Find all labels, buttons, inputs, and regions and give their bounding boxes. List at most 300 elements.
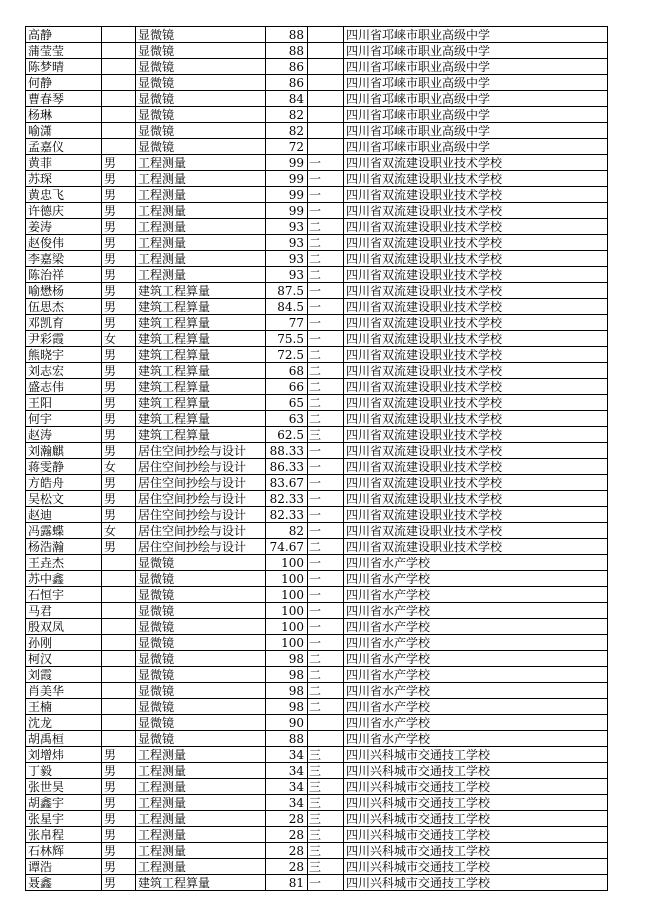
- cell-gender: [102, 603, 136, 619]
- cell-subject: 显微镜: [136, 619, 266, 635]
- cell-rank: 三: [308, 763, 344, 779]
- cell-score: 99: [266, 203, 308, 219]
- cell-subject: 显微镜: [136, 587, 266, 603]
- cell-gender: 男: [102, 507, 136, 523]
- cell-school: 四川省水产学校: [344, 651, 608, 667]
- cell-score: 82.33: [266, 491, 308, 507]
- cell-gender: 男: [102, 155, 136, 171]
- cell-school: 四川省双流建设职业技术学校: [344, 347, 608, 363]
- cell-school: 四川省水产学校: [344, 571, 608, 587]
- table-row: [26, 507, 608, 523]
- cell-school: 四川省双流建设职业技术学校: [344, 251, 608, 267]
- cell-school: 四川兴科城市交通技工学校: [344, 795, 608, 811]
- cell-score: 88: [266, 27, 308, 43]
- cell-name: 许德庆: [26, 203, 102, 219]
- cell-rank: 二: [308, 379, 344, 395]
- table-row: [26, 267, 608, 283]
- cell-school: 四川兴科城市交通技工学校: [344, 811, 608, 827]
- cell-rank: 一: [308, 523, 344, 539]
- cell-rank: 一: [308, 299, 344, 315]
- cell-subject: 建筑工程算量: [136, 331, 266, 347]
- table-row: [26, 59, 608, 75]
- cell-score: 74.67: [266, 539, 308, 555]
- cell-score: 93: [266, 251, 308, 267]
- table-row: [26, 123, 608, 139]
- cell-score: 93: [266, 267, 308, 283]
- cell-subject: 工程测量: [136, 827, 266, 843]
- cell-school: 四川省双流建设职业技术学校: [344, 315, 608, 331]
- table-row: [26, 379, 608, 395]
- cell-school: 四川省双流建设职业技术学校: [344, 523, 608, 539]
- table-row: [26, 43, 608, 59]
- cell-subject: 建筑工程算量: [136, 347, 266, 363]
- cell-name: 苏琛: [26, 171, 102, 187]
- cell-rank: [308, 43, 344, 59]
- cell-name: 赵俊伟: [26, 235, 102, 251]
- cell-name: 姜涛: [26, 219, 102, 235]
- table-row: [26, 715, 608, 731]
- cell-gender: 男: [102, 443, 136, 459]
- cell-rank: 二: [308, 219, 344, 235]
- cell-score: 100: [266, 603, 308, 619]
- cell-rank: 二: [308, 235, 344, 251]
- table-row: [26, 299, 608, 315]
- cell-rank: [308, 139, 344, 155]
- cell-rank: 一: [308, 619, 344, 635]
- cell-rank: 一: [308, 459, 344, 475]
- cell-score: 72.5: [266, 347, 308, 363]
- cell-gender: 男: [102, 315, 136, 331]
- cell-gender: [102, 635, 136, 651]
- cell-school: 四川省水产学校: [344, 619, 608, 635]
- cell-score: 88.33: [266, 443, 308, 459]
- table-row: [26, 187, 608, 203]
- table-row: [26, 795, 608, 811]
- cell-name: 方皓舟: [26, 475, 102, 491]
- cell-name: 黄菲: [26, 155, 102, 171]
- cell-name: 盛志伟: [26, 379, 102, 395]
- cell-subject: 显微镜: [136, 139, 266, 155]
- cell-rank: 三: [308, 843, 344, 859]
- cell-rank: 三: [308, 747, 344, 763]
- cell-school: 四川省水产学校: [344, 603, 608, 619]
- cell-gender: [102, 571, 136, 587]
- cell-name: 熊晓宇: [26, 347, 102, 363]
- cell-rank: 一: [308, 507, 344, 523]
- table-row: [26, 331, 608, 347]
- cell-gender: 男: [102, 203, 136, 219]
- cell-rank: 三: [308, 827, 344, 843]
- cell-name: 胡禹桓: [26, 731, 102, 747]
- cell-name: 喻潇: [26, 123, 102, 139]
- table-row: [26, 603, 608, 619]
- cell-school: 四川兴科城市交通技工学校: [344, 859, 608, 875]
- cell-score: 28: [266, 827, 308, 843]
- cell-subject: 工程测量: [136, 187, 266, 203]
- cell-score: 82: [266, 107, 308, 123]
- table-row: [26, 843, 608, 859]
- cell-rank: 一: [308, 635, 344, 651]
- cell-subject: 工程测量: [136, 251, 266, 267]
- cell-score: 28: [266, 843, 308, 859]
- cell-rank: 一: [308, 475, 344, 491]
- cell-subject: 显微镜: [136, 43, 266, 59]
- cell-score: 93: [266, 235, 308, 251]
- cell-school: 四川省水产学校: [344, 635, 608, 651]
- cell-gender: 男: [102, 779, 136, 795]
- cell-name: 李嘉梁: [26, 251, 102, 267]
- cell-gender: 男: [102, 875, 136, 891]
- cell-score: 98: [266, 699, 308, 715]
- cell-name: 邓凯育: [26, 315, 102, 331]
- cell-school: 四川省邛崃市职业高级中学: [344, 43, 608, 59]
- cell-subject: 居住空间抄绘与设计: [136, 539, 266, 555]
- cell-gender: 男: [102, 859, 136, 875]
- cell-subject: 工程测量: [136, 267, 266, 283]
- table-row: [26, 763, 608, 779]
- cell-subject: 建筑工程算量: [136, 395, 266, 411]
- cell-gender: 男: [102, 251, 136, 267]
- cell-school: 四川兴科城市交通技工学校: [344, 843, 608, 859]
- cell-school: 四川省双流建设职业技术学校: [344, 171, 608, 187]
- cell-name: 张帛程: [26, 827, 102, 843]
- cell-name: 王阳: [26, 395, 102, 411]
- table-row: [26, 731, 608, 747]
- cell-name: 蒲莹莹: [26, 43, 102, 59]
- cell-score: 34: [266, 763, 308, 779]
- cell-gender: [102, 123, 136, 139]
- table-row: [26, 555, 608, 571]
- cell-gender: [102, 715, 136, 731]
- cell-name: 谭浩: [26, 859, 102, 875]
- cell-score: 100: [266, 587, 308, 603]
- cell-school: 四川省双流建设职业技术学校: [344, 203, 608, 219]
- cell-school: 四川省双流建设职业技术学校: [344, 155, 608, 171]
- cell-gender: 男: [102, 219, 136, 235]
- results-table: [25, 26, 608, 891]
- cell-school: 四川兴科城市交通技工学校: [344, 779, 608, 795]
- cell-school: 四川省水产学校: [344, 555, 608, 571]
- cell-score: 75.5: [266, 331, 308, 347]
- cell-rank: [308, 123, 344, 139]
- table-row: [26, 875, 608, 891]
- cell-score: 68: [266, 363, 308, 379]
- cell-score: 34: [266, 779, 308, 795]
- cell-rank: 一: [308, 491, 344, 507]
- cell-name: 杨琳: [26, 107, 102, 123]
- cell-score: 81: [266, 875, 308, 891]
- cell-name: 沈龙: [26, 715, 102, 731]
- cell-school: 四川省双流建设职业技术学校: [344, 331, 608, 347]
- cell-school: 四川兴科城市交通技工学校: [344, 875, 608, 891]
- cell-school: 四川省双流建设职业技术学校: [344, 219, 608, 235]
- cell-name: 何宇: [26, 411, 102, 427]
- table-row: [26, 859, 608, 875]
- cell-gender: [102, 667, 136, 683]
- cell-score: 72: [266, 139, 308, 155]
- cell-gender: [102, 699, 136, 715]
- cell-school: 四川省双流建设职业技术学校: [344, 363, 608, 379]
- cell-subject: 工程测量: [136, 235, 266, 251]
- cell-school: 四川省水产学校: [344, 587, 608, 603]
- cell-school: 四川省水产学校: [344, 699, 608, 715]
- cell-name: 黄忠飞: [26, 187, 102, 203]
- cell-name: 高静: [26, 27, 102, 43]
- cell-gender: [102, 107, 136, 123]
- cell-gender: 女: [102, 523, 136, 539]
- cell-rank: 一: [308, 875, 344, 891]
- cell-name: 吴松文: [26, 491, 102, 507]
- cell-name: 石林辉: [26, 843, 102, 859]
- cell-subject: 建筑工程算量: [136, 315, 266, 331]
- cell-subject: 居住空间抄绘与设计: [136, 507, 266, 523]
- cell-name: 赵涛: [26, 427, 102, 443]
- table-row: [26, 235, 608, 251]
- table-row: [26, 779, 608, 795]
- cell-gender: 男: [102, 427, 136, 443]
- table-row: [26, 91, 608, 107]
- cell-score: 86.33: [266, 459, 308, 475]
- cell-score: 100: [266, 571, 308, 587]
- cell-subject: 显微镜: [136, 27, 266, 43]
- cell-subject: 工程测量: [136, 811, 266, 827]
- cell-school: 四川省邛崃市职业高级中学: [344, 59, 608, 75]
- cell-school: 四川省双流建设职业技术学校: [344, 491, 608, 507]
- cell-rank: 三: [308, 859, 344, 875]
- cell-subject: 工程测量: [136, 779, 266, 795]
- cell-name: 陈治祥: [26, 267, 102, 283]
- cell-school: 四川省双流建设职业技术学校: [344, 459, 608, 475]
- cell-name: 陈梦晴: [26, 59, 102, 75]
- cell-rank: 二: [308, 411, 344, 427]
- cell-score: 84.5: [266, 299, 308, 315]
- cell-gender: 男: [102, 491, 136, 507]
- cell-gender: 男: [102, 411, 136, 427]
- cell-gender: 女: [102, 459, 136, 475]
- cell-school: 四川省水产学校: [344, 667, 608, 683]
- cell-rank: 二: [308, 395, 344, 411]
- cell-subject: 居住空间抄绘与设计: [136, 491, 266, 507]
- table-row: [26, 827, 608, 843]
- cell-name: 柯汉: [26, 651, 102, 667]
- cell-score: 87.5: [266, 283, 308, 299]
- cell-name: 马君: [26, 603, 102, 619]
- table-row: [26, 171, 608, 187]
- cell-name: 刘志宏: [26, 363, 102, 379]
- cell-name: 孙刚: [26, 635, 102, 651]
- table-row: [26, 619, 608, 635]
- table-row: [26, 107, 608, 123]
- cell-rank: 三: [308, 795, 344, 811]
- cell-gender: [102, 43, 136, 59]
- table-row: [26, 203, 608, 219]
- cell-name: 石恒宇: [26, 587, 102, 603]
- cell-school: 四川省双流建设职业技术学校: [344, 395, 608, 411]
- cell-score: 62.5: [266, 427, 308, 443]
- cell-gender: [102, 731, 136, 747]
- cell-school: 四川兴科城市交通技工学校: [344, 747, 608, 763]
- cell-rank: 一: [308, 571, 344, 587]
- cell-name: 刘增炜: [26, 747, 102, 763]
- cell-name: 王垚杰: [26, 555, 102, 571]
- cell-gender: 男: [102, 395, 136, 411]
- table-row: [26, 155, 608, 171]
- cell-subject: 显微镜: [136, 715, 266, 731]
- cell-score: 84: [266, 91, 308, 107]
- table-row: [26, 747, 608, 763]
- cell-gender: [102, 139, 136, 155]
- cell-subject: 显微镜: [136, 75, 266, 91]
- table-row: [26, 27, 608, 43]
- cell-rank: [308, 715, 344, 731]
- cell-name: 伍思杰: [26, 299, 102, 315]
- cell-subject: 工程测量: [136, 155, 266, 171]
- cell-score: 98: [266, 651, 308, 667]
- results-table-body: [26, 27, 608, 891]
- cell-name: 尹彩霞: [26, 331, 102, 347]
- cell-school: 四川省水产学校: [344, 683, 608, 699]
- cell-subject: 显微镜: [136, 123, 266, 139]
- cell-subject: 显微镜: [136, 683, 266, 699]
- table-row: [26, 315, 608, 331]
- cell-name: 肖美华: [26, 683, 102, 699]
- cell-score: 88: [266, 43, 308, 59]
- cell-subject: 显微镜: [136, 107, 266, 123]
- cell-rank: [308, 59, 344, 75]
- cell-score: 88: [266, 731, 308, 747]
- cell-score: 99: [266, 187, 308, 203]
- cell-gender: [102, 27, 136, 43]
- table-row: [26, 459, 608, 475]
- cell-score: 86: [266, 59, 308, 75]
- cell-rank: 一: [308, 203, 344, 219]
- cell-name: 丁毅: [26, 763, 102, 779]
- table-row: [26, 651, 608, 667]
- cell-rank: 三: [308, 427, 344, 443]
- table-row: [26, 667, 608, 683]
- cell-subject: 建筑工程算量: [136, 363, 266, 379]
- cell-rank: [308, 75, 344, 91]
- table-row: [26, 571, 608, 587]
- cell-name: 张星宇: [26, 811, 102, 827]
- cell-score: 100: [266, 555, 308, 571]
- table-row: [26, 491, 608, 507]
- cell-gender: 男: [102, 539, 136, 555]
- cell-school: 四川兴科城市交通技工学校: [344, 827, 608, 843]
- cell-rank: 一: [308, 603, 344, 619]
- cell-name: 赵迪: [26, 507, 102, 523]
- cell-score: 83.67: [266, 475, 308, 491]
- cell-score: 99: [266, 155, 308, 171]
- cell-score: 77: [266, 315, 308, 331]
- cell-gender: 男: [102, 795, 136, 811]
- cell-subject: 显微镜: [136, 59, 266, 75]
- cell-name: 苏中鑫: [26, 571, 102, 587]
- cell-score: 100: [266, 619, 308, 635]
- cell-rank: [308, 731, 344, 747]
- cell-gender: [102, 91, 136, 107]
- cell-subject: 显微镜: [136, 555, 266, 571]
- cell-gender: [102, 683, 136, 699]
- cell-gender: 男: [102, 283, 136, 299]
- table-row: [26, 363, 608, 379]
- cell-rank: 三: [308, 779, 344, 795]
- cell-school: 四川省邛崃市职业高级中学: [344, 107, 608, 123]
- cell-subject: 建筑工程算量: [136, 299, 266, 315]
- cell-school: 四川省水产学校: [344, 731, 608, 747]
- table-row: [26, 75, 608, 91]
- cell-gender: 男: [102, 347, 136, 363]
- cell-school: 四川省双流建设职业技术学校: [344, 283, 608, 299]
- cell-rank: 二: [308, 651, 344, 667]
- cell-school: 四川省邛崃市职业高级中学: [344, 123, 608, 139]
- cell-subject: 工程测量: [136, 843, 266, 859]
- cell-subject: 显微镜: [136, 731, 266, 747]
- cell-school: 四川省邛崃市职业高级中学: [344, 139, 608, 155]
- cell-score: 82.33: [266, 507, 308, 523]
- cell-subject: 工程测量: [136, 763, 266, 779]
- cell-school: 四川省邛崃市职业高级中学: [344, 91, 608, 107]
- cell-subject: 居住空间抄绘与设计: [136, 523, 266, 539]
- table-row: [26, 443, 608, 459]
- cell-gender: 男: [102, 747, 136, 763]
- cell-subject: 工程测量: [136, 859, 266, 875]
- cell-rank: 二: [308, 251, 344, 267]
- table-row: [26, 811, 608, 827]
- cell-school: 四川省双流建设职业技术学校: [344, 299, 608, 315]
- cell-rank: [308, 107, 344, 123]
- cell-name: 刘瀚麒: [26, 443, 102, 459]
- cell-gender: 男: [102, 811, 136, 827]
- table-row: [26, 475, 608, 491]
- cell-score: 98: [266, 667, 308, 683]
- cell-score: 34: [266, 747, 308, 763]
- cell-rank: 二: [308, 347, 344, 363]
- table-row: [26, 683, 608, 699]
- cell-rank: 一: [308, 187, 344, 203]
- table-row: [26, 539, 608, 555]
- cell-subject: 居住空间抄绘与设计: [136, 475, 266, 491]
- cell-score: 65: [266, 395, 308, 411]
- cell-score: 100: [266, 635, 308, 651]
- cell-gender: 男: [102, 827, 136, 843]
- cell-rank: 一: [308, 155, 344, 171]
- cell-score: 90: [266, 715, 308, 731]
- cell-school: 四川省邛崃市职业高级中学: [344, 75, 608, 91]
- cell-subject: 工程测量: [136, 795, 266, 811]
- cell-gender: 男: [102, 235, 136, 251]
- cell-school: 四川省双流建设职业技术学校: [344, 475, 608, 491]
- cell-rank: 一: [308, 315, 344, 331]
- table-row: [26, 411, 608, 427]
- cell-school: 四川省邛崃市职业高级中学: [344, 27, 608, 43]
- cell-name: 刘霞: [26, 667, 102, 683]
- cell-name: 曹春琴: [26, 91, 102, 107]
- cell-score: 28: [266, 811, 308, 827]
- cell-school: 四川省双流建设职业技术学校: [344, 507, 608, 523]
- table-row: [26, 523, 608, 539]
- cell-gender: 男: [102, 267, 136, 283]
- cell-subject: 显微镜: [136, 699, 266, 715]
- cell-gender: 男: [102, 475, 136, 491]
- cell-school: 四川省双流建设职业技术学校: [344, 379, 608, 395]
- cell-subject: 工程测量: [136, 171, 266, 187]
- cell-rank: 一: [308, 555, 344, 571]
- cell-score: 63: [266, 411, 308, 427]
- cell-school: 四川省双流建设职业技术学校: [344, 187, 608, 203]
- cell-gender: 女: [102, 331, 136, 347]
- cell-school: 四川兴科城市交通技工学校: [344, 763, 608, 779]
